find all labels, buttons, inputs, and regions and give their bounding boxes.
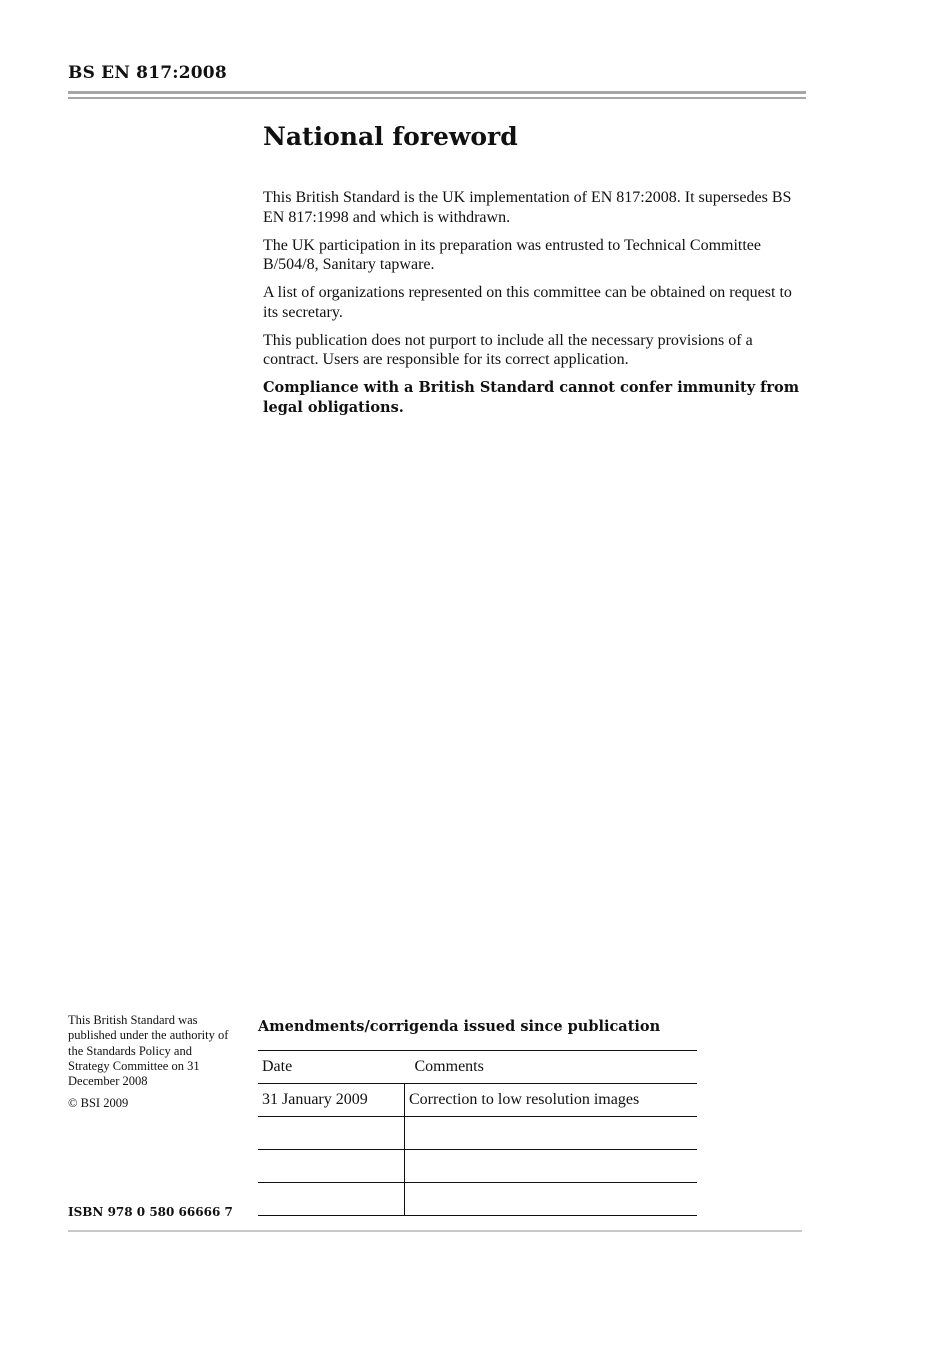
foreword-body: [263, 188, 808, 426]
date-cell: [258, 1150, 384, 1183]
table-header-row: [258, 1051, 697, 1084]
gap-cell: [384, 1084, 405, 1117]
comments-cell: [405, 1150, 698, 1183]
date-header: Date: [258, 1051, 384, 1084]
amendments-table: [258, 1050, 697, 1216]
comments-cell: [405, 1183, 698, 1216]
published-statement: This British Standard was published under the authority of the Standards Policy and Strategy Committee on 31 December 2008: [68, 1013, 229, 1089]
page-title: National foreword: [263, 122, 518, 151]
gap-cell: [384, 1117, 405, 1150]
paragraph-participation: The UK participation in its preparation was entrusted to Technical Committee B/504/8, Sanitary tapware.: [263, 236, 761, 273]
amendments-title: Amendments/corrigenda issued since publication: [258, 1018, 661, 1035]
copyright-notice: © BSI 2009: [68, 1096, 129, 1111]
comments-cell: Correction to low resolution images: [405, 1084, 698, 1117]
document-code: BS EN 817:2008: [68, 63, 227, 83]
header-rule-top: [68, 91, 806, 94]
header-gap: [384, 1051, 405, 1084]
isbn: ISBN 978 0 580 66666 7: [68, 1205, 233, 1219]
paragraph-implementation: This British Standard is the UK implementation of EN 817:2008. It supersedes BS EN 817:1998 and which is withdrawn.: [263, 189, 792, 226]
date-cell: [258, 1183, 384, 1216]
gap-cell: [384, 1150, 405, 1183]
paragraph-provisions: This publication does not purport to include all the necessary provisions of a contract. Users are responsible for its correct application.: [263, 331, 753, 368]
header-rule-bottom: [68, 97, 806, 99]
gap-cell: [384, 1183, 405, 1216]
table-row: [258, 1150, 697, 1183]
date-cell: 31 January 2009: [258, 1084, 384, 1117]
date-cell: [258, 1117, 384, 1150]
compliance-note: Compliance with a British Standard cannot confer immunity from legal obligations.: [263, 379, 800, 416]
table-row: [258, 1183, 697, 1216]
comments-header: Comments: [405, 1051, 698, 1084]
comments-cell: [405, 1117, 698, 1150]
table-row: [258, 1117, 697, 1150]
paragraph-organizations: A list of organizations represented on this committee can be obtained on request to its secretary.: [263, 284, 792, 321]
publication-note: [68, 1013, 233, 1119]
table-row: [258, 1084, 697, 1117]
footer-rule: [68, 1230, 802, 1232]
